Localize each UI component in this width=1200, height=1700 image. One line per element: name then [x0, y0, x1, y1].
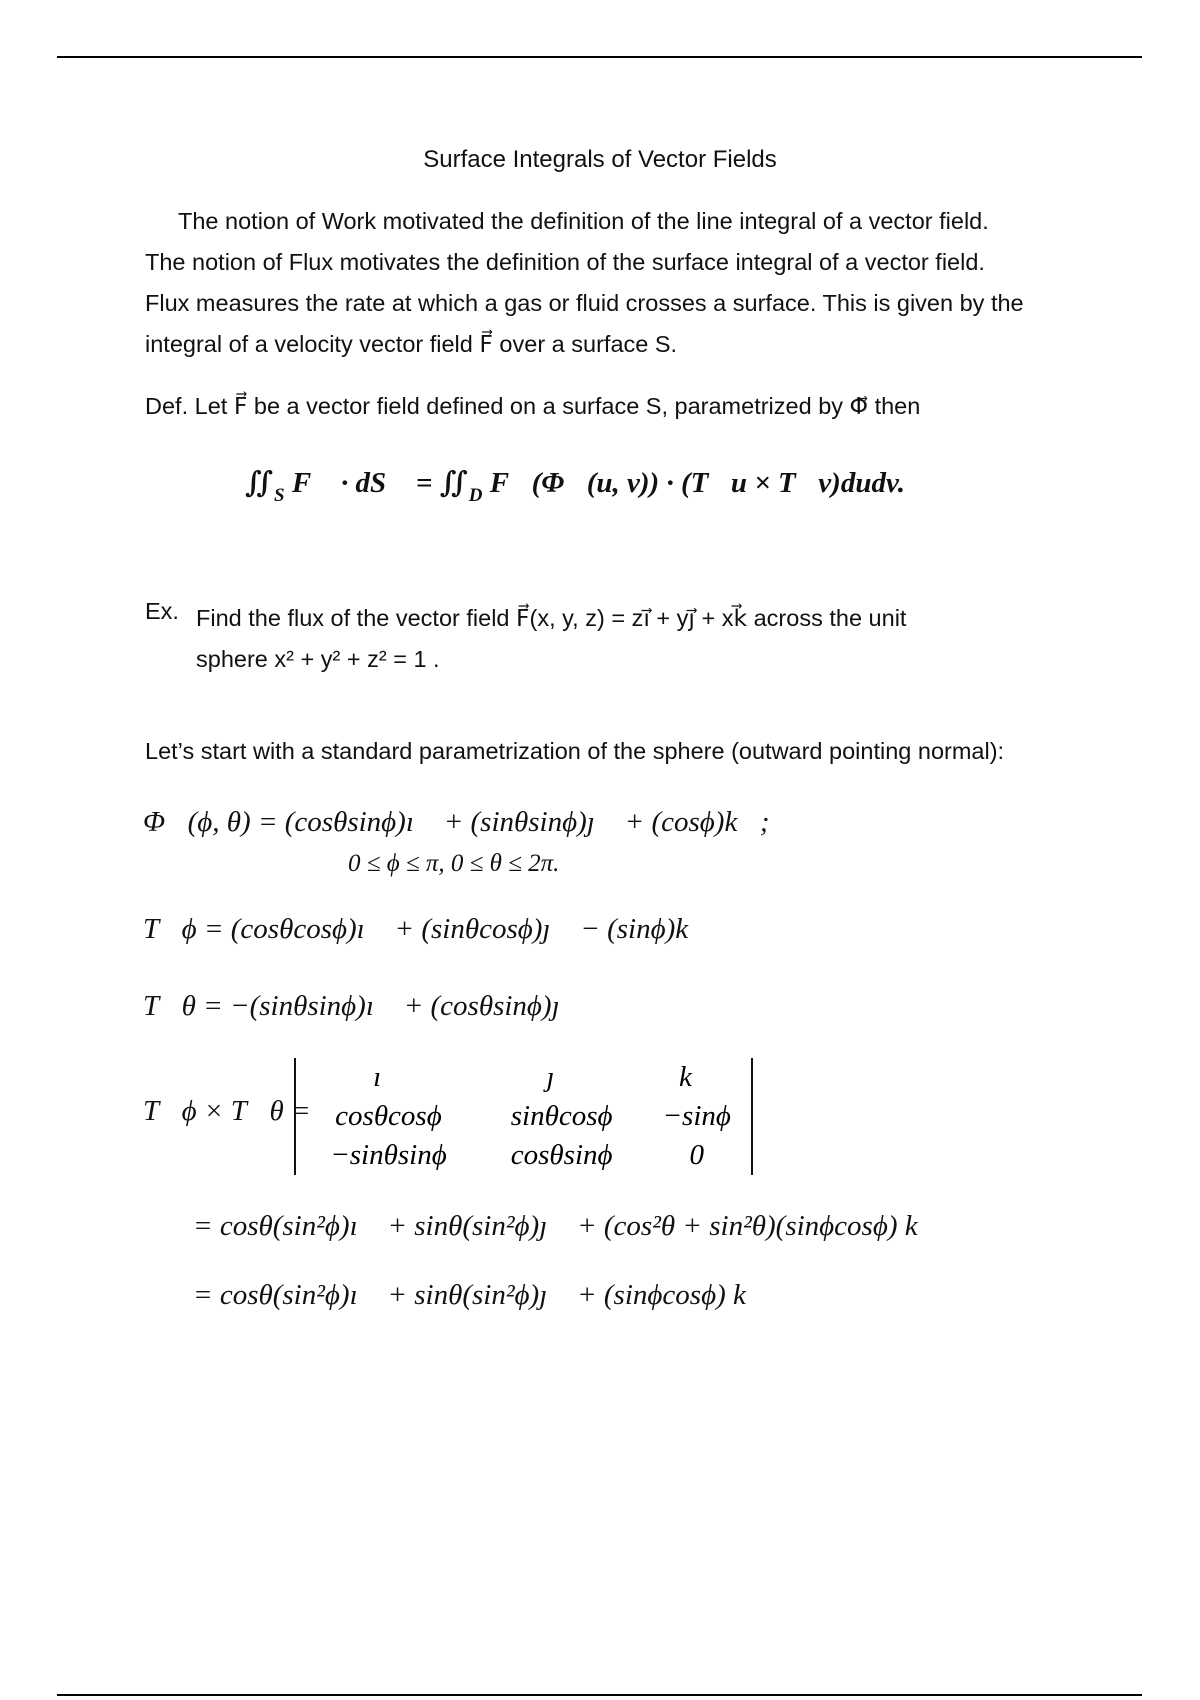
flux-integral-formula	[245, 465, 905, 507]
formula-lhs: F⃗ · dS⃗ =	[284, 467, 440, 499]
intro-line: Flux measures the rate at which a gas or fluid crosses a surface. This is given by the	[145, 290, 1024, 316]
example-label: Ex.	[145, 598, 179, 624]
bottom-rule	[57, 1694, 1142, 1696]
intro-paragraph	[145, 201, 1125, 365]
integral-subscript: S	[274, 485, 285, 506]
cross-product-result: = cosθ(sin²ϕ)ı⃗ + sinθ(sin²ϕ)ȷ⃗ + (cos²θ + sin²θ)(sinϕcosϕ) k⃗	[193, 1210, 941, 1242]
determinant-cell: ȷ⃗	[546, 1061, 577, 1093]
definition-text: Def. Let F⃗ be a vector field defined on a surface S, parametrized by Φ⃗ then	[145, 393, 921, 419]
determinant-cell: k⃗	[678, 1061, 715, 1093]
determinant-cell: 0	[689, 1139, 704, 1171]
example-line: sphere x² + y² + z² = 1 .	[196, 646, 440, 672]
intro-line: The notion of Flux motivates the definition of the surface integral of a vector field.	[145, 249, 985, 275]
determinant-cell: cosθcosϕ	[335, 1100, 442, 1132]
page-title: Surface Integrals of Vector Fields	[423, 146, 777, 173]
parametrization-equation: Φ⃗(ϕ, θ) = (cosθsinϕ)ı⃗ + (sinθsinϕ)ȷ⃗ + (cosϕ)k⃗;	[143, 806, 770, 838]
parameter-range: 0 ≤ ϕ ≤ π, 0 ≤ θ ≤ 2π.	[348, 850, 560, 877]
determinant-row	[296, 1097, 751, 1136]
intro-line: integral of a velocity vector field F⃗ over a surface S.	[145, 331, 678, 357]
determinant-row	[296, 1058, 751, 1097]
determinant-cell: −sinϕ	[662, 1100, 731, 1132]
determinant-cell: sinθcosϕ	[510, 1100, 613, 1132]
tangent-phi-equation: T⃗ϕ = (cosθcosϕ)ı⃗ + (sinθcosϕ)ȷ⃗ − (sinϕ)k⃗	[143, 913, 711, 945]
determinant-row	[296, 1136, 751, 1175]
parametrization-intro: Let’s start with a standard parametrization of the sphere (outward pointing normal):	[145, 738, 1005, 764]
intro-line: The notion of Work motivated the definition of the line integral of a vector field.	[178, 208, 989, 234]
top-rule	[57, 56, 1142, 58]
determinant-cell: cosθsinϕ	[510, 1139, 613, 1171]
cross-product-simplified: = cosθ(sin²ϕ)ı⃗ + sinθ(sin²ϕ)ȷ⃗ + (sinϕcosϕ) k⃗	[193, 1279, 769, 1311]
tangent-theta-equation: T⃗θ = −(sinθsinϕ)ı⃗ + (cosθsinϕ)ȷ⃗	[143, 990, 583, 1022]
example-line: Find the flux of the vector field F⃗(x, y, z) = zı⃗ + yȷ⃗ + xk⃗ across the unit	[196, 605, 907, 631]
formula-rhs: F⃗(Φ⃗(u, v)) · (T⃗u × T⃗v)dudv.	[482, 467, 905, 499]
double-integral-symbol: ∬	[439, 467, 469, 499]
determinant-matrix	[294, 1058, 753, 1175]
determinant-cell: ı⃗	[373, 1061, 404, 1093]
integral-subscript: D	[468, 485, 483, 506]
example-text	[196, 598, 906, 680]
double-integral-symbol: ∬	[245, 467, 275, 499]
determinant-cell: −sinθsinϕ	[330, 1139, 447, 1171]
cross-product-lhs: T⃗ϕ × T⃗θ =	[143, 1095, 311, 1127]
